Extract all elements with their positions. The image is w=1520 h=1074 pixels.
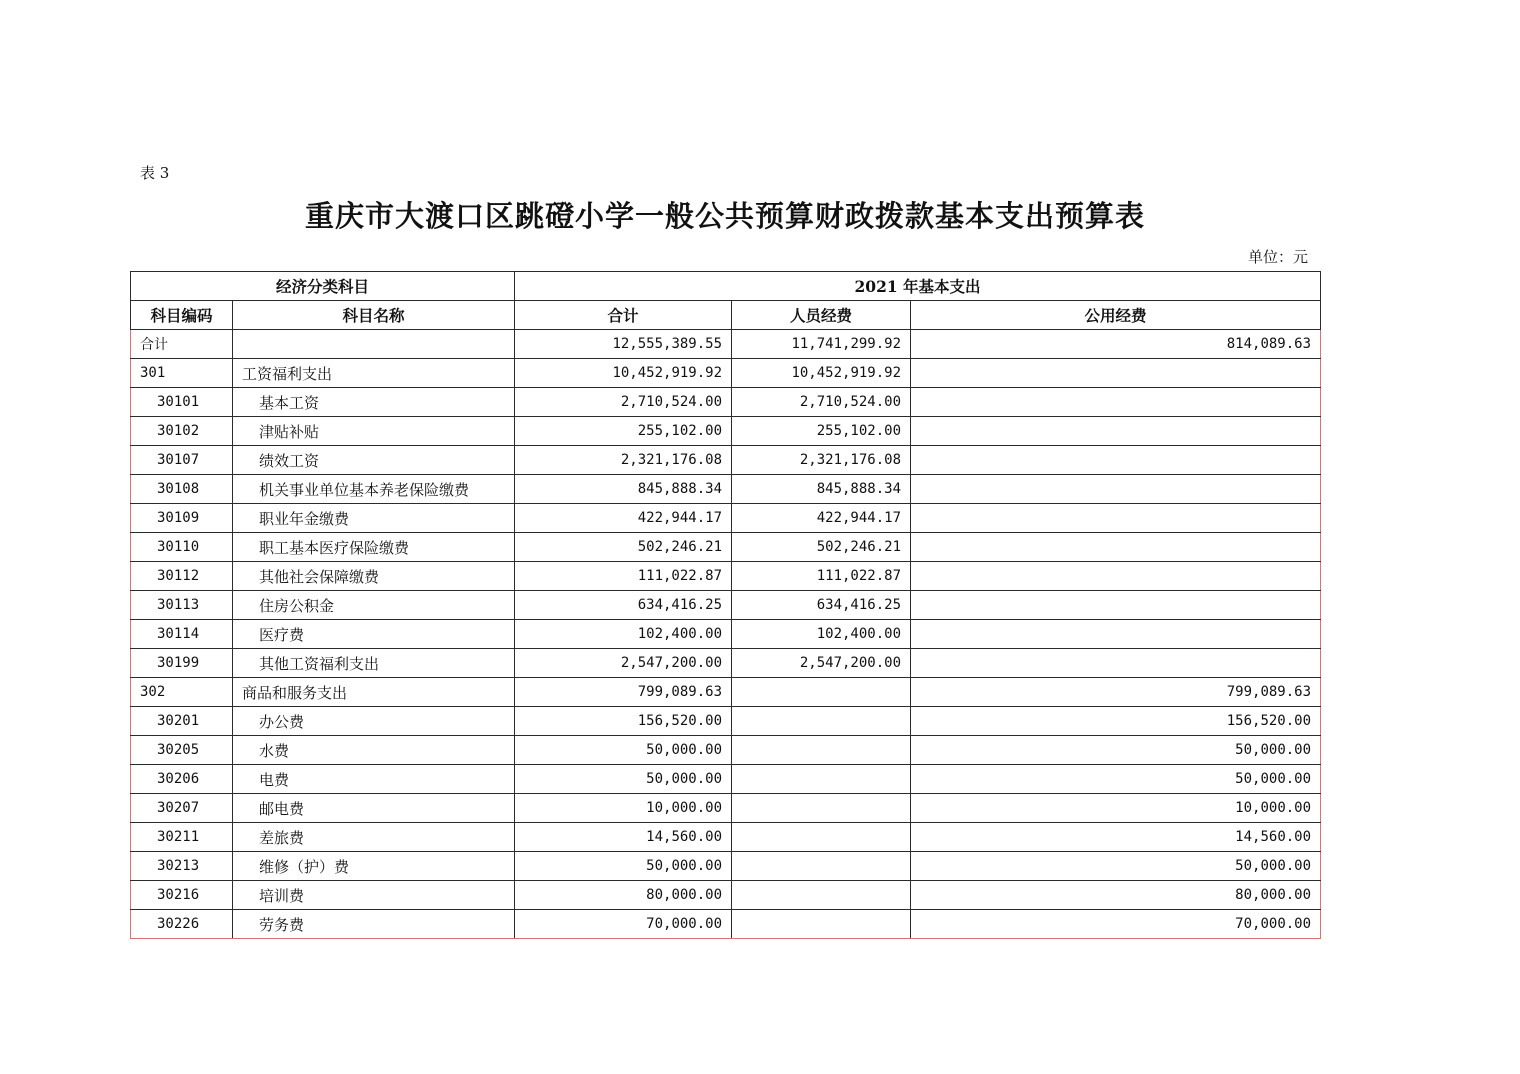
table-row xyxy=(131,504,1321,533)
cell-total: 111,022.87 xyxy=(515,562,732,591)
cell-name: 办公费 xyxy=(233,707,515,736)
header-group-row xyxy=(131,272,1321,301)
cell-public: 50,000.00 xyxy=(911,852,1321,881)
cell-public: 80,000.00 xyxy=(911,881,1321,910)
cell-public: 14,560.00 xyxy=(911,823,1321,852)
cell-personnel: 2,547,200.00 xyxy=(732,649,911,678)
cell-total: 50,000.00 xyxy=(515,765,732,794)
table-row xyxy=(131,330,1321,359)
cell-total: 10,452,919.92 xyxy=(515,359,732,388)
cell-total: 70,000.00 xyxy=(515,910,732,939)
cell-public: 50,000.00 xyxy=(911,765,1321,794)
cell-public: 156,520.00 xyxy=(911,707,1321,736)
cell-code: 30226 xyxy=(131,910,233,939)
cell-code: 30211 xyxy=(131,823,233,852)
cell-public: 10,000.00 xyxy=(911,794,1321,823)
cell-personnel: 845,888.34 xyxy=(732,475,911,504)
cell-public: 814,089.63 xyxy=(911,330,1321,359)
table-row xyxy=(131,388,1321,417)
table-row xyxy=(131,533,1321,562)
cell-total: 14,560.00 xyxy=(515,823,732,852)
cell-total: 2,710,524.00 xyxy=(515,388,732,417)
cell-public xyxy=(911,388,1321,417)
cell-name xyxy=(233,330,515,359)
cell-total: 845,888.34 xyxy=(515,475,732,504)
cell-name: 水费 xyxy=(233,736,515,765)
cell-personnel: 102,400.00 xyxy=(732,620,911,649)
table-row xyxy=(131,852,1321,881)
cell-personnel xyxy=(732,823,911,852)
cell-name: 职工基本医疗保险缴费 xyxy=(233,533,515,562)
header-col-public: 公用经费 xyxy=(911,301,1321,330)
cell-code: 30107 xyxy=(131,446,233,475)
cell-personnel: 422,944.17 xyxy=(732,504,911,533)
cell-code: 30216 xyxy=(131,881,233,910)
table-row xyxy=(131,736,1321,765)
cell-total: 422,944.17 xyxy=(515,504,732,533)
cell-name: 职业年金缴费 xyxy=(233,504,515,533)
cell-code: 30206 xyxy=(131,765,233,794)
cell-code: 30110 xyxy=(131,533,233,562)
table-row xyxy=(131,707,1321,736)
cell-total: 80,000.00 xyxy=(515,881,732,910)
cell-code: 302 xyxy=(131,678,233,707)
cell-total: 50,000.00 xyxy=(515,736,732,765)
page-title: 重庆市大渡口区跳磴小学一般公共预算财政拨款基本支出预算表 xyxy=(304,199,1145,233)
header-col-code: 科目编码 xyxy=(131,301,233,330)
cell-personnel: 255,102.00 xyxy=(732,417,911,446)
cell-name: 其他工资福利支出 xyxy=(233,649,515,678)
cell-name: 培训费 xyxy=(233,881,515,910)
cell-personnel xyxy=(732,881,911,910)
table-row xyxy=(131,823,1321,852)
cell-name: 维修（护）费 xyxy=(233,852,515,881)
cell-total: 10,000.00 xyxy=(515,794,732,823)
cell-personnel: 502,246.21 xyxy=(732,533,911,562)
cell-personnel: 11,741,299.92 xyxy=(732,330,911,359)
table-row xyxy=(131,359,1321,388)
cell-public xyxy=(911,475,1321,504)
cell-code: 30109 xyxy=(131,504,233,533)
cell-name: 其他社会保障缴费 xyxy=(233,562,515,591)
cell-code: 30213 xyxy=(131,852,233,881)
cell-name: 医疗费 xyxy=(233,620,515,649)
table-number: 表 3 xyxy=(140,164,170,182)
cell-total: 799,089.63 xyxy=(515,678,732,707)
unit-label: 单位：元 xyxy=(1247,248,1308,266)
cell-public xyxy=(911,446,1321,475)
cell-personnel: 10,452,919.92 xyxy=(732,359,911,388)
cell-total: 255,102.00 xyxy=(515,417,732,446)
table-row xyxy=(131,678,1321,707)
cell-name: 差旅费 xyxy=(233,823,515,852)
table-row xyxy=(131,794,1321,823)
header-group-basic-expenditure: 2021 年基本支出 xyxy=(515,272,1321,301)
table-body xyxy=(131,330,1321,939)
cell-personnel xyxy=(732,910,911,939)
table-header xyxy=(131,272,1321,330)
cell-public xyxy=(911,533,1321,562)
cell-name: 住房公积金 xyxy=(233,591,515,620)
cell-total: 502,246.21 xyxy=(515,533,732,562)
cell-public xyxy=(911,417,1321,446)
cell-public xyxy=(911,359,1321,388)
cell-name: 机关事业单位基本养老保险缴费 xyxy=(233,475,515,504)
cell-personnel: 111,022.87 xyxy=(732,562,911,591)
cell-name: 劳务费 xyxy=(233,910,515,939)
cell-code: 30113 xyxy=(131,591,233,620)
header-group-economic-class: 经济分类科目 xyxy=(131,272,515,301)
header-col-personnel: 人员经费 xyxy=(732,301,911,330)
cell-public xyxy=(911,562,1321,591)
table-row xyxy=(131,910,1321,939)
table-row xyxy=(131,446,1321,475)
cell-code: 30205 xyxy=(131,736,233,765)
cell-total: 12,555,389.55 xyxy=(515,330,732,359)
cell-code: 30112 xyxy=(131,562,233,591)
table-row xyxy=(131,649,1321,678)
cell-name: 基本工资 xyxy=(233,388,515,417)
cell-code: 30199 xyxy=(131,649,233,678)
cell-public: 70,000.00 xyxy=(911,910,1321,939)
header-col-total: 合计 xyxy=(515,301,732,330)
cell-name: 电费 xyxy=(233,765,515,794)
table-row xyxy=(131,562,1321,591)
cell-code: 30201 xyxy=(131,707,233,736)
cell-public: 799,089.63 xyxy=(911,678,1321,707)
cell-code: 301 xyxy=(131,359,233,388)
cell-total: 102,400.00 xyxy=(515,620,732,649)
cell-personnel xyxy=(732,736,911,765)
cell-total: 2,321,176.08 xyxy=(515,446,732,475)
cell-personnel xyxy=(732,852,911,881)
budget-table xyxy=(130,271,1321,939)
cell-personnel: 2,710,524.00 xyxy=(732,388,911,417)
cell-name: 绩效工资 xyxy=(233,446,515,475)
header-col-name: 科目名称 xyxy=(233,301,515,330)
table-row xyxy=(131,765,1321,794)
cell-personnel xyxy=(732,765,911,794)
cell-name: 邮电费 xyxy=(233,794,515,823)
cell-total: 634,416.25 xyxy=(515,591,732,620)
cell-public xyxy=(911,620,1321,649)
table-row xyxy=(131,475,1321,504)
cell-public: 50,000.00 xyxy=(911,736,1321,765)
cell-total: 156,520.00 xyxy=(515,707,732,736)
cell-total: 50,000.00 xyxy=(515,852,732,881)
header-column-row xyxy=(131,301,1321,330)
cell-code: 30102 xyxy=(131,417,233,446)
cell-name: 商品和服务支出 xyxy=(233,678,515,707)
table-row xyxy=(131,881,1321,910)
cell-code: 30101 xyxy=(131,388,233,417)
cell-public xyxy=(911,591,1321,620)
cell-public xyxy=(911,504,1321,533)
cell-code: 合计 xyxy=(131,330,233,359)
cell-total: 2,547,200.00 xyxy=(515,649,732,678)
table-row xyxy=(131,417,1321,446)
cell-code: 30114 xyxy=(131,620,233,649)
cell-code: 30207 xyxy=(131,794,233,823)
cell-personnel xyxy=(732,794,911,823)
cell-name: 工资福利支出 xyxy=(233,359,515,388)
table-row xyxy=(131,620,1321,649)
cell-personnel: 634,416.25 xyxy=(732,591,911,620)
table-row xyxy=(131,591,1321,620)
cell-public xyxy=(911,649,1321,678)
cell-personnel xyxy=(732,707,911,736)
cell-personnel: 2,321,176.08 xyxy=(732,446,911,475)
cell-code: 30108 xyxy=(131,475,233,504)
cell-personnel xyxy=(732,678,911,707)
cell-name: 津贴补贴 xyxy=(233,417,515,446)
